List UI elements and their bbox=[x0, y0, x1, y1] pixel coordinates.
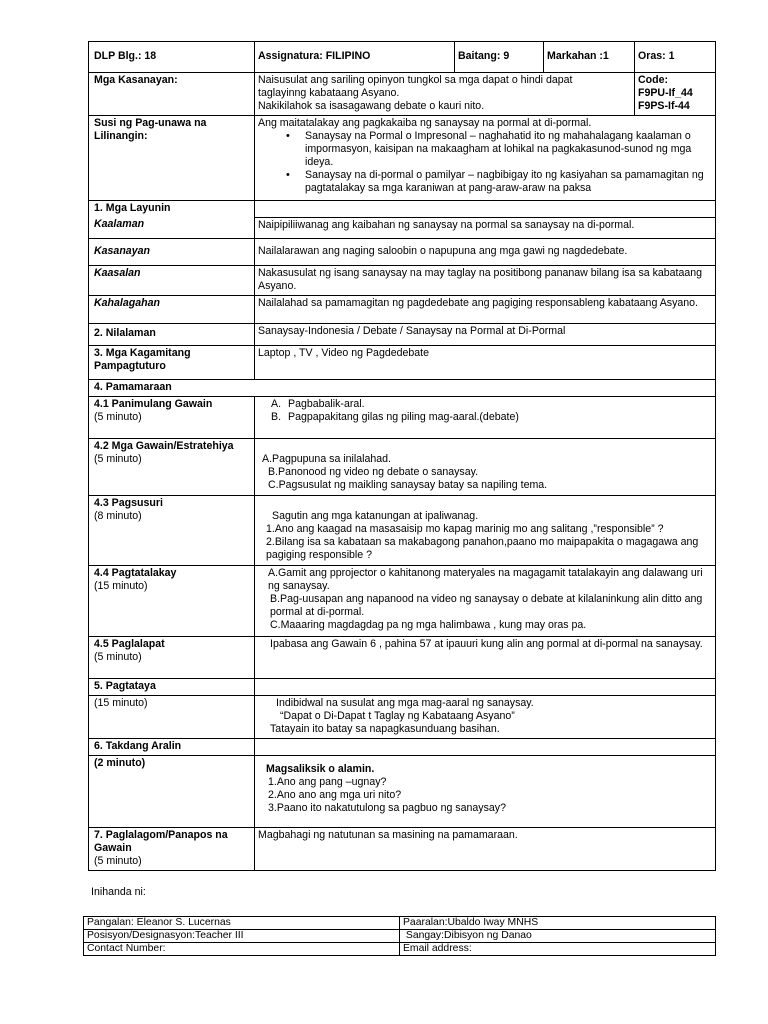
s6-label-blank bbox=[255, 738, 716, 755]
dlp-table bbox=[88, 41, 716, 871]
s43-label: 4.3 Pagsusuri bbox=[94, 496, 163, 509]
code-label: Code: bbox=[638, 74, 669, 86]
contact-number: Contact Number: bbox=[84, 943, 400, 956]
dlp-number: DLP Blg.: 18 bbox=[89, 42, 255, 73]
s45-content bbox=[255, 636, 716, 678]
kaasalan-text: Nakasusulat ng isang sanaysay na may taglay na positibong pananaw bilang isa sa kabataang Asyano. bbox=[255, 265, 716, 295]
s41-list bbox=[258, 398, 712, 424]
teacher-position: Posisyon/Designasyon:Teacher III bbox=[84, 930, 400, 943]
layunin-heading: 1. Mga Layunin bbox=[89, 201, 255, 218]
kaalaman-text: Naipipiliiwanag ang kaibahan ng sanaysay na pormal sa sanaysay na di-pormal. bbox=[255, 217, 716, 238]
s42-time: (5 minuto) bbox=[94, 452, 142, 465]
s45-label: 4.5 Paglalapat bbox=[94, 637, 165, 650]
code-value: F9PU-If_44 bbox=[638, 87, 693, 99]
susi-label: Susi ng Pag-unawa na Lilinangin: bbox=[89, 116, 255, 201]
s42-label: 4.2 Mga Gawain/Estratehiya bbox=[94, 439, 234, 452]
s44-time: (15 minuto) bbox=[94, 579, 148, 592]
kasanayan-line: taglayinng kabataang Asyano. bbox=[258, 87, 400, 99]
s41-time: (5 minuto) bbox=[94, 410, 142, 423]
kagamitan-text: Laptop , TV , Video ng Pagdedebate bbox=[255, 345, 716, 379]
s43-question: 2.Bilang isa sa kabataan sa makabagong panahon,paano mo maipapakita o magagawa ang pagiging responsible ? bbox=[266, 535, 699, 561]
s42-line: A.Pagpupuna sa inilalahad. bbox=[262, 452, 391, 465]
s45-time: (5 minuto) bbox=[94, 650, 142, 663]
s5-line: Indibidwal na susulat ang mga mag-aaral ng sanaysay. bbox=[276, 696, 534, 709]
s41-content bbox=[255, 396, 716, 438]
email-address: Email address: bbox=[400, 943, 716, 956]
item-text: Pagbabalik-aral. bbox=[288, 397, 365, 410]
susi-bullet: • Sanaysay na Pormal o Impresonal – naghahatid ito ng mahahalagang kaalaman o impormasyon, kaisipan na makaagham at lohikal na pagkakasunod-sunod ng mga ideya. bbox=[305, 130, 712, 169]
s42-label-cell bbox=[89, 438, 255, 495]
kahalagahan-label: Kahalagahan bbox=[89, 295, 255, 323]
s6-question: 3.Paano ito nakatutulong sa pagbuo ng sanaysay? bbox=[268, 801, 506, 814]
s43-time: (8 minuto) bbox=[94, 509, 142, 522]
s42-line: B.Panonood ng video ng debate o sanaysay. bbox=[268, 465, 479, 478]
kaasalan-label: Kaasalan bbox=[89, 265, 255, 295]
prepared-by-label: Inihanda ni: bbox=[91, 886, 146, 898]
nilalaman-text: Sanaysay-Indonesia / Debate / Sanaysay na Pormal at Di-Pormal bbox=[255, 323, 716, 345]
school-name: Paaralan:Ubaldo Iway MNHS bbox=[400, 917, 716, 930]
kahalagahan-text: Nailalahad sa pamamagitan ng pagdedebate ang pagiging responsableng kabataang Asyano. bbox=[255, 295, 716, 323]
duration: Oras: 1 bbox=[635, 42, 716, 73]
s6-time: (2 minuto) bbox=[89, 755, 255, 827]
pamamaraan-heading: 4. Pamamaraan bbox=[89, 379, 716, 396]
s41-item bbox=[271, 410, 712, 424]
division-name: Sangay:Dibisyon ng Danao bbox=[400, 930, 716, 943]
s7-time: (5 minuto) bbox=[94, 854, 142, 867]
s6-heading: Magsaliksik o alamin. bbox=[266, 762, 375, 775]
s7-label: 7. Paglalagom/Panapos na Gawain bbox=[94, 828, 228, 854]
quarter: Markahan :1 bbox=[544, 42, 635, 73]
layunin-heading-blank bbox=[255, 201, 716, 218]
code-value: F9PS-If-44 bbox=[638, 100, 690, 112]
kasanayan-objective-text: Nailalarawan ang naging saloobin o napupuna ang mga gawi ng nagdedebate. bbox=[255, 238, 716, 265]
s42-content bbox=[255, 438, 716, 495]
s6-content bbox=[255, 755, 716, 827]
s45-label-cell bbox=[89, 636, 255, 678]
kasanayan-objective-label: Kasanayan bbox=[89, 238, 255, 265]
kasanayan-text bbox=[255, 73, 635, 116]
s44-line: C.Maaaring magdagdag pa ng mga halimbawa , kung may oras pa. bbox=[270, 618, 587, 631]
signature-table bbox=[83, 916, 716, 956]
kaalaman-label: Kaalaman bbox=[89, 217, 255, 238]
s6-question: 1.Ano ang pang –ugnay? bbox=[268, 775, 387, 788]
teacher-name: Pangalan: Eleanor S. Lucernas bbox=[84, 917, 400, 930]
nilalaman-label: 2. Nilalaman bbox=[89, 323, 255, 345]
s44-line: B.Pag-uusapan ang napanood na video ng sanaysay o debate at kilalaninkung alin ditto ang pormal at di-pormal. bbox=[270, 592, 703, 618]
s5-line: “Dapat o Di-Dapat t Taglay ng Kabataang Asyano” bbox=[280, 709, 515, 722]
item-marker: B. bbox=[271, 410, 282, 423]
s43-label-cell bbox=[89, 495, 255, 565]
susi-content bbox=[255, 116, 716, 201]
competency-code bbox=[635, 73, 716, 116]
s43-question: 1.Ano ang kaagad na masasaisip mo kapag marinig mo ang salitang ,”responsible” ? bbox=[266, 522, 664, 535]
susi-intro: Ang maitatalakay ang pagkakaiba ng sanaysay na pormal at di-pormal. bbox=[258, 117, 592, 129]
s43-line: Sagutin ang mga katanungan at ipaliwanag. bbox=[272, 509, 479, 522]
s41-label-cell bbox=[89, 396, 255, 438]
item-marker: A. bbox=[271, 397, 282, 410]
s42-line: C.Pagsusulat ng maikling sanaysay batay sa napiling tema. bbox=[268, 478, 548, 491]
s45-text: Ipabasa ang Gawain 6 , pahina 57 at ipauuri kung alin ang pormal at di-pormal na sanaysay. bbox=[270, 637, 703, 650]
s7-label-cell bbox=[89, 827, 255, 870]
susi-bullet: • Sanaysay na di-pormal o pamilyar – nagbibigay ito ng kasiyahan sa pamamagitan ng pagtatalakay sa mga karaniwan at pang-araw-araw na paksa bbox=[305, 169, 712, 195]
s5-content bbox=[255, 695, 716, 738]
s44-label-cell bbox=[89, 565, 255, 636]
s5-time: (15 minuto) bbox=[89, 695, 255, 738]
s7-text: Magbahagi ng natutunan sa masining na pamamaraan. bbox=[255, 827, 716, 870]
s41-label: 4.1 Panimulang Gawain bbox=[94, 397, 213, 410]
kasanayan-line: Nakikilahok sa isasagawang debate o kauri nito. bbox=[258, 100, 485, 112]
s5-label-blank bbox=[255, 678, 716, 695]
s44-label: 4.4 Pagtatalakay bbox=[94, 566, 177, 579]
s44-content bbox=[255, 565, 716, 636]
grade-level: Baitang: 9 bbox=[455, 42, 544, 73]
item-text: Pagpapakitang gilas ng piling mag-aaral.(debate) bbox=[288, 410, 519, 423]
kagamitan-label: 3. Mga Kagamitang Pampagtuturo bbox=[89, 345, 255, 379]
s6-question: 2.Ano ano ang mga uri nito? bbox=[268, 788, 402, 801]
s43-content bbox=[255, 495, 716, 565]
subject: Assignatura: FILIPINO bbox=[255, 42, 455, 73]
kasanayan-line: Naisusulat ang sariling opinyon tungkol sa mga dapat o hindi dapat bbox=[258, 74, 573, 86]
s41-item bbox=[271, 397, 712, 411]
s44-line: A.Gamit ang pprojector o kahitanong materyales na magagamit tatalakayin ang dalawang uri ng sanaysay. bbox=[268, 566, 703, 592]
s6-label: 6. Takdang Aralin bbox=[89, 738, 255, 755]
susi-bullet-list bbox=[258, 130, 712, 195]
s5-label: 5. Pagtataya bbox=[89, 678, 255, 695]
kasanayan-label: Mga Kasanayan: bbox=[89, 73, 255, 116]
s5-line: Tatayain ito batay sa napagkasunduang basihan. bbox=[270, 722, 500, 735]
